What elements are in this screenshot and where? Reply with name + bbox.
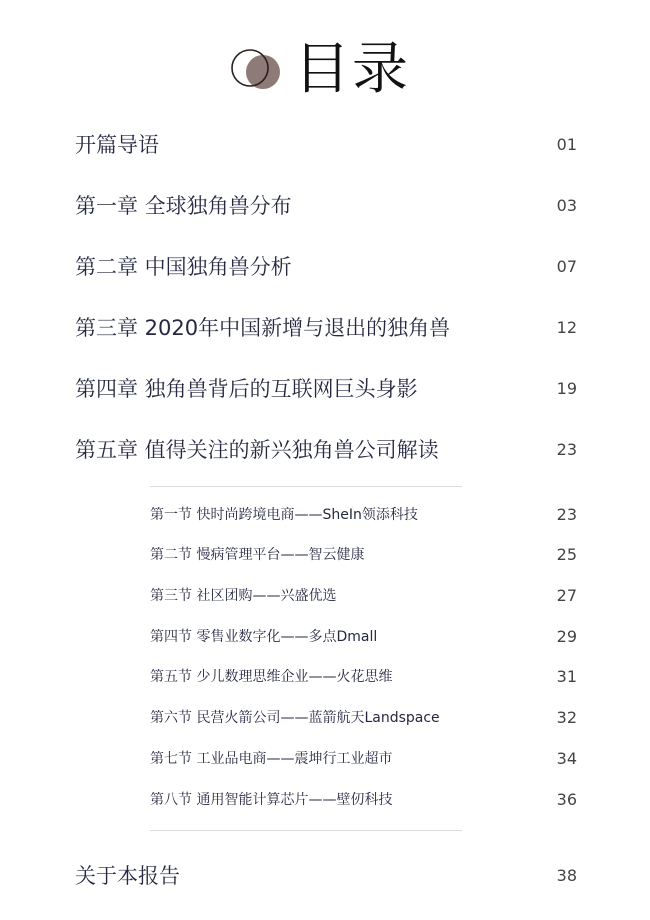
section-label: 第六节 民营火箭公司——蓝箭航天Landspace (150, 710, 440, 726)
divider (150, 486, 462, 487)
entry-label: 第四章 独角兽背后的互联网巨头身影 (75, 377, 418, 401)
section-page: 36 (556, 790, 577, 809)
section-label: 第四节 零售业数字化——多点Dmall (150, 629, 378, 645)
toc-section[interactable] (150, 665, 577, 689)
toc-section[interactable] (150, 788, 577, 812)
section-label: 第一节 快时尚跨境电商——SheIn领添科技 (150, 507, 418, 523)
toc-entry[interactable] (75, 861, 577, 891)
toc-entry[interactable] (75, 374, 577, 404)
section-label: 第三节 社区团购——兴盛优选 (150, 588, 337, 604)
section-page: 23 (556, 505, 577, 524)
divider (150, 830, 462, 831)
section-page: 31 (556, 667, 577, 686)
section-page: 34 (556, 749, 577, 768)
entry-page: 19 (556, 379, 577, 398)
section-page: 27 (556, 586, 577, 605)
toc-entry[interactable] (75, 130, 577, 160)
section-label: 第八节 通用智能计算芯片——壁仞科技 (150, 792, 393, 808)
section-page: 25 (556, 545, 577, 564)
section-page: 32 (556, 708, 577, 727)
entry-label: 第三章 2020年中国新增与退出的独角兽 (75, 316, 451, 340)
toc-section[interactable] (150, 706, 577, 730)
section-label: 第五节 少儿数理思维企业——火花思维 (150, 669, 393, 685)
section-label: 第七节 工业品电商——震坤行工业超市 (150, 751, 393, 767)
toc-section[interactable] (150, 543, 577, 567)
circles-logo-icon (222, 44, 282, 100)
entry-label: 第五章 值得关注的新兴独角兽公司解读 (75, 438, 439, 462)
toc-entry[interactable] (75, 313, 577, 343)
entry-label: 开篇导语 (75, 133, 159, 157)
entry-page: 38 (556, 866, 577, 885)
toc-entry[interactable] (75, 252, 577, 282)
toc-section[interactable] (150, 503, 577, 527)
toc-section[interactable] (150, 625, 577, 649)
section-label: 第二节 慢病管理平台——智云健康 (150, 547, 365, 563)
toc-section[interactable] (150, 584, 577, 608)
entry-page: 12 (556, 318, 577, 337)
toc-entry[interactable] (75, 435, 577, 465)
page-title: 目录 (294, 37, 410, 102)
section-page: 29 (556, 627, 577, 646)
entry-page: 07 (556, 257, 577, 276)
entry-page: 03 (556, 196, 577, 215)
entry-label: 关于本报告 (75, 864, 180, 888)
entry-page: 01 (556, 135, 577, 154)
entry-label: 第二章 中国独角兽分析 (75, 255, 292, 279)
entry-page: 23 (556, 440, 577, 459)
toc-section[interactable] (150, 747, 577, 771)
entry-label: 第一章 全球独角兽分布 (75, 194, 292, 218)
toc-entry[interactable] (75, 191, 577, 221)
